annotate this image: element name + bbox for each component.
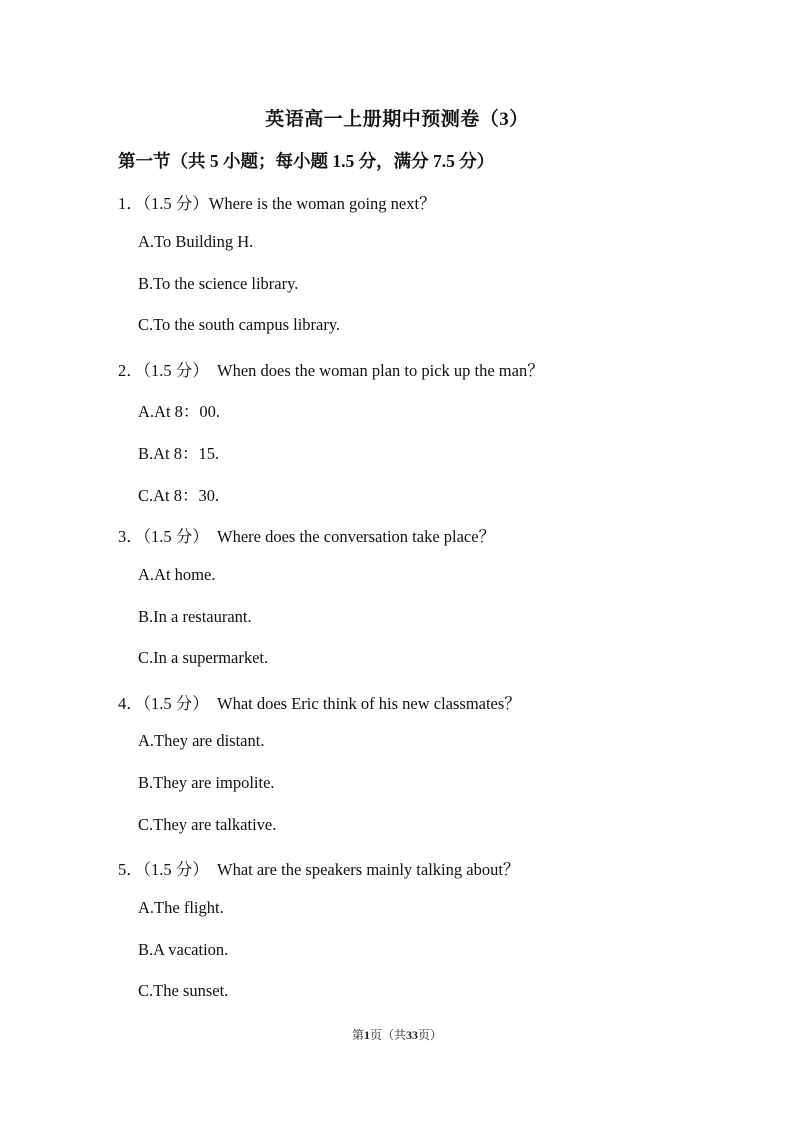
- footer-suffix: 页）: [418, 1028, 443, 1042]
- question-score: （1.5 分）: [142, 694, 209, 713]
- option-3c: C.In a supermarket.: [138, 648, 269, 667]
- question-text: What does Eric think of his new classmates？: [217, 694, 521, 713]
- footer-page-number: 1: [363, 1028, 370, 1042]
- question-number: 3．: [118, 527, 143, 546]
- question-text: What are the speakers mainly talking about？: [217, 860, 520, 879]
- question-number: 4．: [118, 694, 143, 713]
- question-number: 1．: [118, 194, 143, 213]
- section-heading: 第一节（共 5 小题；每小题 1.5 分，满分 7.5 分）: [118, 151, 495, 171]
- question-5: [118, 856, 519, 880]
- option-5c: C.The sunset.: [138, 981, 229, 1000]
- question-text: When does the woman plan to pick up the man？: [217, 361, 544, 380]
- question-text: Where is the woman going next？: [208, 194, 436, 213]
- question-score: （1.5 分）: [142, 527, 209, 546]
- question-score: （1.5 分）: [142, 361, 209, 380]
- option-5a: A.The flight.: [138, 898, 224, 917]
- question-4: [118, 690, 521, 714]
- question-number: 5．: [118, 860, 143, 879]
- option-1b: B.To the science library.: [138, 274, 299, 293]
- option-2b: B.At 8：15.: [138, 444, 220, 463]
- option-2c: C.At 8：30.: [138, 486, 220, 505]
- option-1a: A.To Building H.: [138, 232, 254, 251]
- question-text: Where does the conversation take place？: [217, 527, 496, 546]
- option-4c: C.They are talkative.: [138, 815, 277, 834]
- footer-total-pages: 33: [406, 1028, 418, 1042]
- question-number: 2．: [118, 361, 143, 380]
- page-footer: [0, 1026, 794, 1043]
- footer-middle: 页（共: [369, 1028, 406, 1042]
- page-title: 英语高一上册期中预测卷（3）: [265, 109, 529, 130]
- question-score: （1.5 分）: [142, 860, 209, 879]
- option-5b: B.A vacation.: [138, 940, 229, 959]
- option-2a: A.At 8：00.: [138, 402, 221, 421]
- footer-prefix: 第: [351, 1028, 364, 1042]
- question-2: [118, 357, 544, 381]
- option-3b: B.In a restaurant.: [138, 607, 252, 626]
- option-4a: A.They are distant.: [138, 731, 265, 750]
- option-1c: C.To the south campus library.: [138, 315, 341, 334]
- question-3: [118, 523, 495, 547]
- option-4b: B.They are impolite.: [138, 773, 275, 792]
- question-1: [118, 190, 436, 214]
- question-score: （1.5 分）: [142, 194, 209, 213]
- option-3a: A.At home.: [138, 565, 216, 584]
